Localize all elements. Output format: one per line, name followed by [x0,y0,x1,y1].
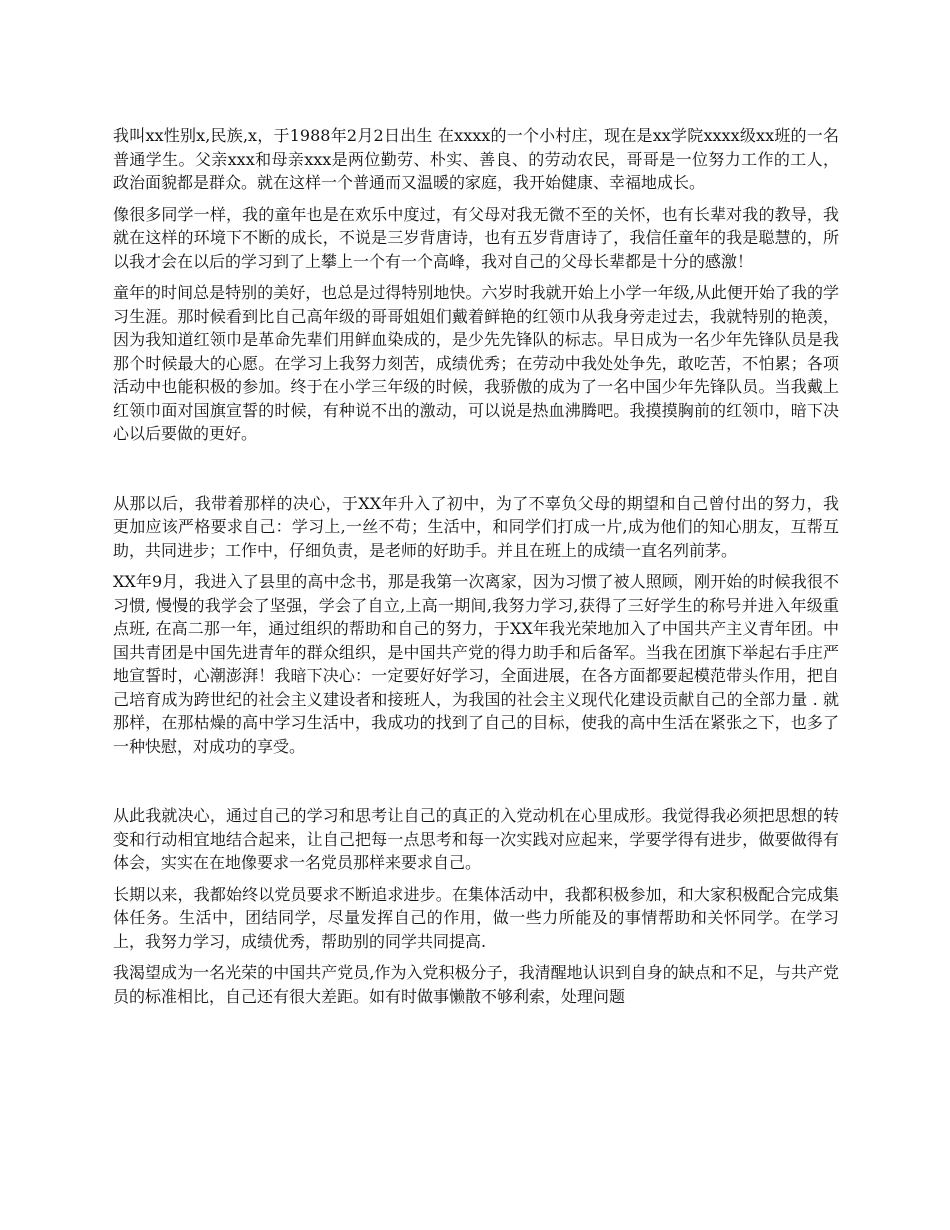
paragraph-self-assessment: 我渴望成为一名光荣的中国共产党员,作为入党积极分子，我清醒地认识到自身的缺点和不足，与共产党员的标准相比，自己还有很大差距。如有时做事懒散不够利索，处理问题 [113,963,839,1006]
paragraph-party-motivation: 从此我就决心，通过自己的学习和思考让自己的真正的入党动机在心里成形。我觉得我必须把思想的转变和行动相宜地结合起来，让自己把每一点思考和每一次实践对应起来，学要学得有进步，做要做得有体会，实实在在地像要求一名党员那样来要求自己。 [113,806,839,872]
paragraph-primary-school: 童年的时间总是特别的美好，也总是过得特别地快。六岁时我就开始上小学一年级,从此便开始了我的学习生涯。那时候看到比自己高年级的哥哥姐姐们戴着鲜艳的红领巾从我身旁走过去，我就特别的艳羡，因为我知道红领巾是革命先辈们用鲜血染成的，是少先先锋队的标志。早日成为一名少年先锋队员是我那个时候最大的心愿。在学习上我努力刻苦，成绩优秀；在劳动中我处处争先，敢吃苦，不怕累；各项活动中也能积极的参加。终于在小学三年级的时候，我骄傲的成为了一名中国少年先锋队员。当我戴上红领巾面对国旗宣誓的时候，有种说不出的激动，可以说是热血沸腾吧。我摸摸胸前的红领巾，暗下决心以后要做的更好。 [113,283,839,443]
section-spacer [113,766,839,804]
section-spacer [113,454,839,492]
paragraph-childhood: 像很多同学一样，我的童年也是在欢乐中度过，有父母对我无微不至的关怀，也有长辈对我的教导，我就在这样的环境下不断的成长，不说是三岁背唐诗，也有五岁背唐诗了，我信任童年的我是聪慧的，所以我才会在以后的学习到了上攀上一个有一个高峰，我对自己的父母长辈都是十分的感激！ [113,204,839,271]
paragraph-intro: 我叫xx性别x,民族,x，于1988年2月2日出生 在xxxx的一个小村庄，现在是xx学院xxxx级xx班的一名普通学生。父亲xxx和母亲xxx是两位勤劳、朴实、善良、的劳动农民，哥哥是一位努力工作的工人，政治面貌都是群众。就在这样一个普通而又温暖的家庭，我开始健康、幸福地成长。 [113,126,839,192]
document-body [113,124,839,1016]
paragraph-long-term-progress: 长期以来，我都始终以党员要求不断追求进步。在集体活动中，我都积极参加，和大家积极配合完成集体任务。生活中，团结同学，尽量发挥自己的作用，做一些力所能及的事情帮助和关怀同学。在学习上，我努力学习，成绩优秀，帮助别的同学共同提高. [113,884,839,951]
paragraph-high-school: XX年9月，我进入了县里的高中念书，那是我第一次离家，因为习惯了被人照顾，刚开始的时候我很不习惯, 慢慢的我学会了坚强，学会了自立,上高一期间,我努力学习,获得了三好学生的称号并进入年级重点班, 在高二那一年，通过组织的帮助和自己的努力，于XX年我光荣地加入了中国共产主义青年团。中国共青团是中国先进青年的群众组织，是中国共产党的得力助手和后备军。当我在团旗下举起右手庄严地宣誓时，心潮澎湃！我暗下决心：一定要好好学习，全面进展，在各方面都要起模范带头作用，把自己培育成为跨世纪的社会主义建设者和接班人，为我国的社会主义现代化建设贡献自己的全部力量 . 就那样，在那枯燥的高中学习生活中，我成功的找到了自己的目标，使我的高中生活在紧张之下，也多了一种快慰，对成功的享受。 [113,572,839,756]
paragraph-middle-school: 从那以后，我带着那样的决心，于XX年升入了初中，为了不辜负父母的期望和自己曾付出的努力，我更加应该严格要求自己：学习上,一丝不苟；生活中，和同学们打成一片,成为他们的知心朋友，互帮互助，共同进步；工作中，仔细负责，是老师的好助手。并且在班上的成绩一直名列前茅。 [113,493,839,560]
